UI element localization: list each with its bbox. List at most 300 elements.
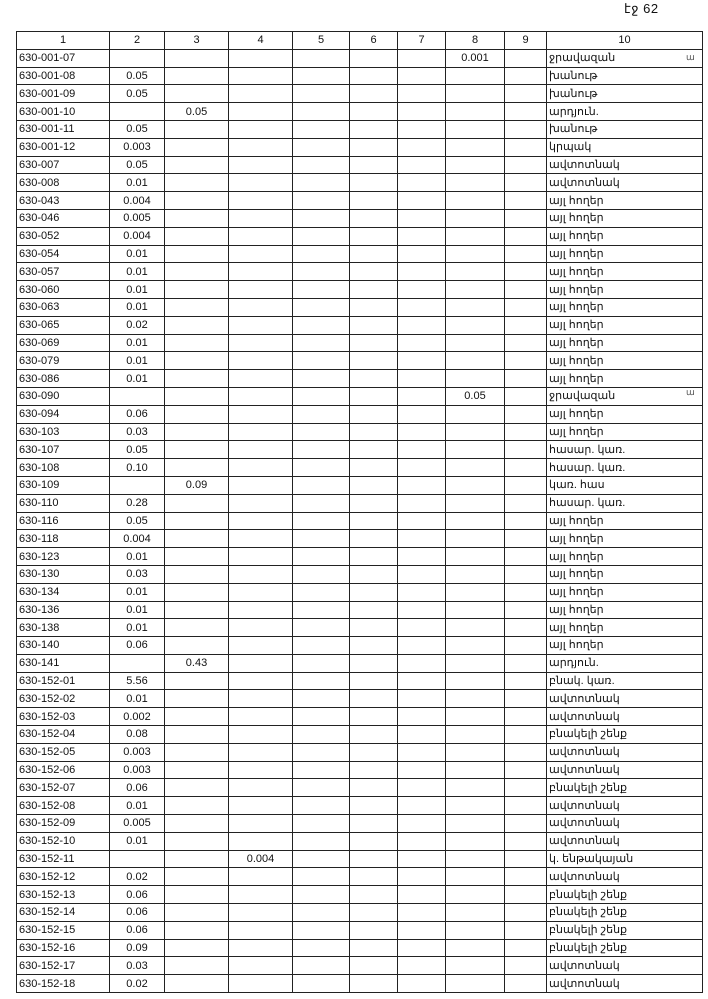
area-cell-col-3 xyxy=(165,690,229,708)
parcel-code-cell: 630-118 xyxy=(17,530,110,548)
area-cell-col-9 xyxy=(505,103,547,121)
area-cell-col-9 xyxy=(505,138,547,156)
area-cell-col-6 xyxy=(350,619,398,637)
parcel-code-cell: 630-054 xyxy=(17,245,110,263)
parcel-code-cell: 630-043 xyxy=(17,192,110,210)
table-row xyxy=(17,637,703,655)
area-cell-col-8 xyxy=(446,441,505,459)
land-use-cell: այլ հողեր xyxy=(547,352,703,370)
table-row xyxy=(17,690,703,708)
area-cell-col-4: 0.004 xyxy=(229,850,293,868)
parcel-code-cell: 630-152-09 xyxy=(17,815,110,833)
area-cell-col-5 xyxy=(293,690,350,708)
area-cell-col-6 xyxy=(350,67,398,85)
area-cell-col-6 xyxy=(350,476,398,494)
area-cell-col-2: 0.05 xyxy=(110,85,165,103)
area-cell-col-8: 0.001 xyxy=(446,49,505,67)
table-row xyxy=(17,387,703,405)
area-cell-col-5 xyxy=(293,370,350,388)
area-cell-col-2: 0.05 xyxy=(110,67,165,85)
area-cell-col-3 xyxy=(165,387,229,405)
land-use-cell: այլ հողեր xyxy=(547,583,703,601)
area-cell-col-8 xyxy=(446,726,505,744)
table-row xyxy=(17,334,703,352)
parcel-code-cell: 630-052 xyxy=(17,227,110,245)
land-use-cell: բնակելի շենք xyxy=(547,939,703,957)
area-cell-col-8 xyxy=(446,494,505,512)
area-cell-col-3 xyxy=(165,138,229,156)
area-cell-col-7 xyxy=(398,850,446,868)
area-cell-col-7 xyxy=(398,156,446,174)
table-row xyxy=(17,548,703,566)
area-cell-col-5 xyxy=(293,619,350,637)
parcel-code-cell: 630-152-08 xyxy=(17,797,110,815)
area-cell-col-6 xyxy=(350,370,398,388)
area-cell-col-8 xyxy=(446,281,505,299)
area-cell-col-5 xyxy=(293,352,350,370)
area-cell-col-8 xyxy=(446,601,505,619)
area-cell-col-6 xyxy=(350,441,398,459)
parcel-code-cell: 630-008 xyxy=(17,174,110,192)
area-cell-col-3 xyxy=(165,583,229,601)
area-cell-col-7 xyxy=(398,761,446,779)
area-cell-col-2: 0.005 xyxy=(110,209,165,227)
area-cell-col-7 xyxy=(398,67,446,85)
area-cell-col-2: 0.06 xyxy=(110,405,165,423)
area-cell-col-9 xyxy=(505,743,547,761)
table-row xyxy=(17,761,703,779)
area-cell-col-5 xyxy=(293,886,350,904)
area-cell-col-9 xyxy=(505,316,547,334)
parcel-code-cell: 630-134 xyxy=(17,583,110,601)
area-cell-col-6 xyxy=(350,245,398,263)
page-number: էջ 62 xyxy=(624,1,659,16)
parcel-code-cell: 630-046 xyxy=(17,209,110,227)
area-cell-col-8 xyxy=(446,832,505,850)
area-cell-col-3 xyxy=(165,832,229,850)
parcel-code-cell: 630-063 xyxy=(17,298,110,316)
area-cell-col-7 xyxy=(398,85,446,103)
area-cell-col-9 xyxy=(505,245,547,263)
table-row xyxy=(17,832,703,850)
area-cell-col-5 xyxy=(293,637,350,655)
area-cell-col-5 xyxy=(293,209,350,227)
area-cell-col-7 xyxy=(398,423,446,441)
area-cell-col-8 xyxy=(446,245,505,263)
area-cell-col-9 xyxy=(505,672,547,690)
area-cell-col-4 xyxy=(229,298,293,316)
area-cell-col-4 xyxy=(229,405,293,423)
parcel-code-cell: 630-152-05 xyxy=(17,743,110,761)
table-row xyxy=(17,868,703,886)
table-row xyxy=(17,67,703,85)
area-cell-col-2: 0.06 xyxy=(110,886,165,904)
area-cell-col-7 xyxy=(398,583,446,601)
area-cell-col-9 xyxy=(505,957,547,975)
area-cell-col-7 xyxy=(398,459,446,477)
area-cell-col-6 xyxy=(350,904,398,922)
area-cell-col-2: 0.10 xyxy=(110,459,165,477)
area-cell-col-9 xyxy=(505,156,547,174)
area-cell-col-2: 0.01 xyxy=(110,352,165,370)
area-cell-col-6 xyxy=(350,281,398,299)
table-row xyxy=(17,743,703,761)
land-use-cell: կ. ենթակայան xyxy=(547,850,703,868)
column-header-5: 5 xyxy=(293,32,350,50)
area-cell-col-8 xyxy=(446,850,505,868)
area-cell-col-8 xyxy=(446,156,505,174)
area-cell-col-2: 0.03 xyxy=(110,565,165,583)
area-cell-col-8 xyxy=(446,85,505,103)
area-cell-col-4 xyxy=(229,156,293,174)
table-row xyxy=(17,370,703,388)
land-parcel-table xyxy=(16,31,703,993)
area-cell-col-3 xyxy=(165,192,229,210)
area-cell-col-5 xyxy=(293,67,350,85)
table-row xyxy=(17,939,703,957)
area-cell-col-4 xyxy=(229,263,293,281)
table-row xyxy=(17,209,703,227)
area-cell-col-5 xyxy=(293,103,350,121)
area-cell-col-4 xyxy=(229,209,293,227)
parcel-code-cell: 630-107 xyxy=(17,441,110,459)
area-cell-col-2: 0.02 xyxy=(110,868,165,886)
area-cell-col-4 xyxy=(229,281,293,299)
table-row xyxy=(17,654,703,672)
area-cell-col-2: 0.03 xyxy=(110,423,165,441)
area-cell-col-2: 0.06 xyxy=(110,637,165,655)
area-cell-col-7 xyxy=(398,548,446,566)
area-cell-col-4 xyxy=(229,743,293,761)
area-cell-col-9 xyxy=(505,49,547,67)
parcel-code-cell: 630-090 xyxy=(17,387,110,405)
area-cell-col-3 xyxy=(165,939,229,957)
area-cell-col-3 xyxy=(165,281,229,299)
area-cell-col-4 xyxy=(229,832,293,850)
area-cell-col-5 xyxy=(293,494,350,512)
area-cell-col-6 xyxy=(350,387,398,405)
area-cell-col-9 xyxy=(505,904,547,922)
area-cell-col-5 xyxy=(293,815,350,833)
column-header-2: 2 xyxy=(110,32,165,50)
area-cell-col-5 xyxy=(293,192,350,210)
area-cell-col-9 xyxy=(505,476,547,494)
area-cell-col-4 xyxy=(229,761,293,779)
area-cell-col-3: 0.09 xyxy=(165,476,229,494)
area-cell-col-5 xyxy=(293,387,350,405)
table-row xyxy=(17,245,703,263)
area-cell-col-5 xyxy=(293,797,350,815)
land-use-cell: այլ հողեր xyxy=(547,245,703,263)
area-cell-col-3 xyxy=(165,672,229,690)
table-row xyxy=(17,850,703,868)
table-row xyxy=(17,957,703,975)
area-cell-col-8 xyxy=(446,476,505,494)
parcel-code-cell: 630-001-09 xyxy=(17,85,110,103)
table-row xyxy=(17,619,703,637)
area-cell-col-4 xyxy=(229,726,293,744)
parcel-code-cell: 630-136 xyxy=(17,601,110,619)
land-use-cell: արդյուն. xyxy=(547,103,703,121)
area-cell-col-4 xyxy=(229,654,293,672)
area-cell-col-6 xyxy=(350,637,398,655)
area-cell-col-4 xyxy=(229,316,293,334)
area-cell-col-6 xyxy=(350,263,398,281)
area-cell-col-9 xyxy=(505,797,547,815)
area-cell-col-9 xyxy=(505,494,547,512)
parcel-code-cell: 630-069 xyxy=(17,334,110,352)
area-cell-col-3 xyxy=(165,405,229,423)
area-cell-col-3 xyxy=(165,459,229,477)
land-use-cell: ավտոտնակ xyxy=(547,761,703,779)
area-cell-col-9 xyxy=(505,281,547,299)
area-cell-col-4 xyxy=(229,530,293,548)
area-cell-col-9 xyxy=(505,886,547,904)
area-cell-col-7 xyxy=(398,886,446,904)
land-use-cell: բնակելի շենք xyxy=(547,779,703,797)
area-cell-col-2: 0.05 xyxy=(110,512,165,530)
area-cell-col-6 xyxy=(350,957,398,975)
area-cell-col-5 xyxy=(293,298,350,316)
area-cell-col-7 xyxy=(398,690,446,708)
area-cell-col-2: 0.01 xyxy=(110,263,165,281)
column-header-9: 9 xyxy=(505,32,547,50)
table-row xyxy=(17,192,703,210)
land-use-cell: այլ հողեր xyxy=(547,298,703,316)
parcel-code-cell: 630-001-10 xyxy=(17,103,110,121)
area-cell-col-5 xyxy=(293,957,350,975)
area-cell-col-8 xyxy=(446,548,505,566)
area-cell-col-3 xyxy=(165,334,229,352)
area-cell-col-2 xyxy=(110,103,165,121)
area-cell-col-4 xyxy=(229,512,293,530)
land-use-cell: այլ հողեր xyxy=(547,370,703,388)
land-use-cell: ջրավազան xyxy=(547,49,703,67)
area-cell-col-8 xyxy=(446,654,505,672)
area-cell-col-3 xyxy=(165,565,229,583)
area-cell-col-2: 0.01 xyxy=(110,174,165,192)
land-use-cell: ավտոտնակ xyxy=(547,708,703,726)
column-header-8: 8 xyxy=(446,32,505,50)
area-cell-col-4 xyxy=(229,601,293,619)
area-cell-col-5 xyxy=(293,868,350,886)
area-cell-col-7 xyxy=(398,405,446,423)
parcel-code-cell: 630-108 xyxy=(17,459,110,477)
parcel-code-cell: 630-152-16 xyxy=(17,939,110,957)
area-cell-col-2: 0.06 xyxy=(110,904,165,922)
land-use-cell: այլ հողեր xyxy=(547,637,703,655)
land-use-cell: ավտոտնակ xyxy=(547,156,703,174)
area-cell-col-6 xyxy=(350,583,398,601)
area-cell-col-7 xyxy=(398,637,446,655)
area-cell-col-4 xyxy=(229,815,293,833)
area-cell-col-5 xyxy=(293,476,350,494)
area-cell-col-8 xyxy=(446,103,505,121)
parcel-code-cell: 630-007 xyxy=(17,156,110,174)
area-cell-col-7 xyxy=(398,797,446,815)
area-cell-col-8 xyxy=(446,815,505,833)
area-cell-col-6 xyxy=(350,797,398,815)
land-use-cell: այլ հողեր xyxy=(547,601,703,619)
parcel-code-cell: 630-140 xyxy=(17,637,110,655)
area-cell-col-9 xyxy=(505,565,547,583)
area-cell-col-5 xyxy=(293,459,350,477)
area-cell-col-4 xyxy=(229,334,293,352)
area-cell-col-2 xyxy=(110,850,165,868)
area-cell-col-5 xyxy=(293,743,350,761)
area-cell-col-3 xyxy=(165,619,229,637)
area-cell-col-7 xyxy=(398,975,446,993)
area-cell-col-2: 0.06 xyxy=(110,921,165,939)
area-cell-col-9 xyxy=(505,850,547,868)
area-cell-col-6 xyxy=(350,120,398,138)
area-cell-col-6 xyxy=(350,405,398,423)
table-row xyxy=(17,512,703,530)
table-body xyxy=(17,49,703,992)
parcel-code-cell: 630-060 xyxy=(17,281,110,299)
parcel-code-cell: 630-152-01 xyxy=(17,672,110,690)
table-row xyxy=(17,49,703,67)
area-cell-col-7 xyxy=(398,441,446,459)
area-cell-col-4 xyxy=(229,494,293,512)
area-cell-col-3: 0.05 xyxy=(165,103,229,121)
land-use-cell: կառ. հաս xyxy=(547,476,703,494)
area-cell-col-4 xyxy=(229,387,293,405)
land-use-cell: ավտոտնակ xyxy=(547,868,703,886)
area-cell-col-6 xyxy=(350,743,398,761)
parcel-code-cell: 630-116 xyxy=(17,512,110,530)
area-cell-col-5 xyxy=(293,601,350,619)
area-cell-col-3 xyxy=(165,708,229,726)
area-cell-col-3 xyxy=(165,975,229,993)
area-cell-col-5 xyxy=(293,761,350,779)
land-use-cell: այլ հողեր xyxy=(547,619,703,637)
area-cell-col-9 xyxy=(505,530,547,548)
area-cell-col-7 xyxy=(398,957,446,975)
area-cell-col-8 xyxy=(446,209,505,227)
area-cell-col-2: 0.01 xyxy=(110,298,165,316)
area-cell-col-8 xyxy=(446,138,505,156)
table-row xyxy=(17,227,703,245)
area-cell-col-2 xyxy=(110,654,165,672)
area-cell-col-4 xyxy=(229,138,293,156)
area-cell-col-4 xyxy=(229,103,293,121)
area-cell-col-8 xyxy=(446,263,505,281)
area-cell-col-2 xyxy=(110,49,165,67)
parcel-code-cell: 630-123 xyxy=(17,548,110,566)
table-row xyxy=(17,174,703,192)
area-cell-col-2: 0.004 xyxy=(110,227,165,245)
land-use-cell: այլ հողեր xyxy=(547,530,703,548)
area-cell-col-8 xyxy=(446,939,505,957)
area-cell-col-3 xyxy=(165,441,229,459)
area-cell-col-4 xyxy=(229,975,293,993)
area-cell-col-2: 0.05 xyxy=(110,441,165,459)
area-cell-col-8 xyxy=(446,637,505,655)
table-row xyxy=(17,120,703,138)
land-use-cell: ավտոտնակ xyxy=(547,743,703,761)
area-cell-col-7 xyxy=(398,316,446,334)
area-cell-col-4 xyxy=(229,174,293,192)
area-cell-col-8 xyxy=(446,192,505,210)
area-cell-col-5 xyxy=(293,120,350,138)
area-cell-col-8 xyxy=(446,67,505,85)
area-cell-col-5 xyxy=(293,227,350,245)
parcel-code-cell: 630-152-14 xyxy=(17,904,110,922)
parcel-code-cell: 630-152-02 xyxy=(17,690,110,708)
area-cell-col-6 xyxy=(350,192,398,210)
area-cell-col-4 xyxy=(229,904,293,922)
land-use-cell: այլ հողեր xyxy=(547,548,703,566)
area-cell-col-2: 0.05 xyxy=(110,120,165,138)
area-cell-col-3 xyxy=(165,174,229,192)
area-cell-col-5 xyxy=(293,672,350,690)
area-cell-col-4 xyxy=(229,939,293,957)
area-cell-col-8 xyxy=(446,761,505,779)
land-use-cell: այլ հողեր xyxy=(547,334,703,352)
area-cell-col-2: 0.01 xyxy=(110,245,165,263)
table-row xyxy=(17,494,703,512)
area-cell-col-8 xyxy=(446,423,505,441)
column-header-3: 3 xyxy=(165,32,229,50)
area-cell-col-9 xyxy=(505,192,547,210)
area-cell-col-2: 0.01 xyxy=(110,281,165,299)
area-cell-col-2: 0.03 xyxy=(110,957,165,975)
area-cell-col-3 xyxy=(165,548,229,566)
area-cell-col-5 xyxy=(293,512,350,530)
land-use-cell: այլ հողեր xyxy=(547,192,703,210)
land-use-cell: հասար. կառ. xyxy=(547,459,703,477)
area-cell-col-6 xyxy=(350,530,398,548)
area-cell-col-9 xyxy=(505,637,547,655)
land-use-cell: այլ հողեր xyxy=(547,565,703,583)
area-cell-col-3 xyxy=(165,601,229,619)
area-cell-col-7 xyxy=(398,743,446,761)
table-row xyxy=(17,726,703,744)
area-cell-col-2: 0.09 xyxy=(110,939,165,957)
area-cell-col-5 xyxy=(293,530,350,548)
area-cell-col-8 xyxy=(446,921,505,939)
parcel-code-cell: 630-152-12 xyxy=(17,868,110,886)
land-use-cell: բնակելի շենք xyxy=(547,726,703,744)
area-cell-col-3 xyxy=(165,423,229,441)
area-cell-col-9 xyxy=(505,405,547,423)
area-cell-col-3 xyxy=(165,370,229,388)
area-cell-col-4 xyxy=(229,476,293,494)
land-use-cell: այլ հողեր xyxy=(547,281,703,299)
land-use-cell: խանութ xyxy=(547,120,703,138)
parcel-code-cell: 630-001-08 xyxy=(17,67,110,85)
area-cell-col-7 xyxy=(398,352,446,370)
area-cell-col-9 xyxy=(505,459,547,477)
area-cell-col-2: 0.28 xyxy=(110,494,165,512)
area-cell-col-6 xyxy=(350,690,398,708)
area-cell-col-9 xyxy=(505,779,547,797)
land-use-cell: հասար. կառ. xyxy=(547,441,703,459)
land-use-cell: բնակելի շենք xyxy=(547,904,703,922)
area-cell-col-2: 0.01 xyxy=(110,583,165,601)
parcel-code-cell: 630-057 xyxy=(17,263,110,281)
area-cell-col-5 xyxy=(293,441,350,459)
land-use-cell: այլ հողեր xyxy=(547,316,703,334)
area-cell-col-8 xyxy=(446,459,505,477)
parcel-code-cell: 630-110 xyxy=(17,494,110,512)
area-cell-col-7 xyxy=(398,530,446,548)
table-row xyxy=(17,583,703,601)
table-row xyxy=(17,708,703,726)
area-cell-col-2: 0.004 xyxy=(110,530,165,548)
area-cell-col-6 xyxy=(350,975,398,993)
